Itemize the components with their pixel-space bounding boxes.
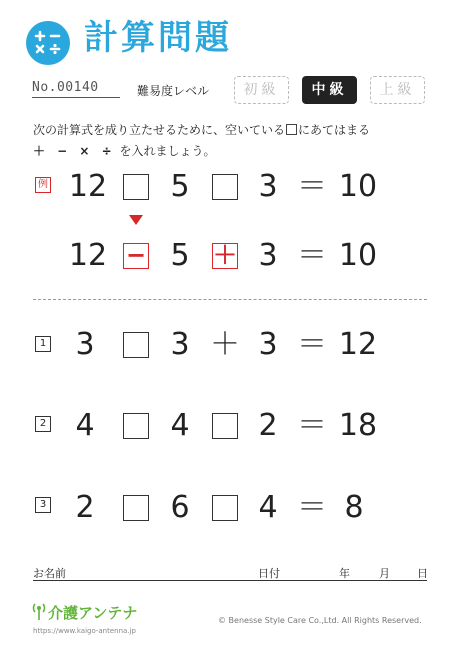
- instructions: [33, 120, 370, 162]
- example-answer-number: 12: [68, 238, 108, 273]
- copyright: © Benesse Style Care Co.,Ltd. All Rights Reserved.: [218, 616, 422, 625]
- blank-square-icon: [286, 124, 297, 135]
- down-arrow-icon: [129, 215, 143, 225]
- equals-sign: ＝: [297, 238, 327, 273]
- problem-number: 3: [170, 327, 190, 362]
- equals-sign: ＝: [297, 327, 327, 362]
- date-label: 日付: [258, 567, 280, 580]
- answer-box[interactable]: [123, 413, 149, 439]
- problem-tag: 1: [35, 336, 51, 352]
- problem-number: 3: [75, 327, 95, 362]
- problem-number: 2: [258, 408, 278, 443]
- document-number: No.00140: [32, 80, 120, 98]
- example-tag: 例: [35, 177, 51, 193]
- difficulty-label: 難易度レベル: [137, 84, 210, 98]
- example-number: 5: [170, 169, 190, 204]
- brand-url[interactable]: https://www.kaigo-antenna.jp: [33, 627, 136, 635]
- example-answer-operator: −: [123, 243, 149, 269]
- example-blank-box: [212, 174, 238, 200]
- example-answer-number: 5: [170, 238, 190, 273]
- section-divider: [33, 299, 427, 300]
- example-number: 3: [258, 169, 278, 204]
- equals-sign: ＝: [297, 169, 327, 204]
- day-label: 日: [417, 567, 428, 580]
- instruction-text-2: にあてはまる: [298, 123, 371, 137]
- problem-result: 8: [344, 490, 364, 525]
- problem-number: 3: [258, 327, 278, 362]
- equals-sign: ＝: [297, 408, 327, 443]
- problem-number: 4: [170, 408, 190, 443]
- problem-operator: ＋: [210, 327, 240, 362]
- example-number: 12: [68, 169, 108, 204]
- name-label: お名前: [33, 567, 66, 580]
- equals-sign: ＝: [297, 490, 327, 525]
- example-result: 10: [338, 169, 378, 204]
- example-answer-number: 3: [258, 238, 278, 273]
- page-title: 計算問題: [84, 18, 232, 58]
- operator-list: ＋ − × ÷: [33, 144, 116, 158]
- problem-tag: 3: [35, 497, 51, 513]
- instruction-text-1: 次の計算式を成り立たせるために、空いている: [33, 123, 286, 137]
- problem-result: 12: [338, 327, 378, 362]
- problem-number: 4: [258, 490, 278, 525]
- problem-number: 4: [75, 408, 95, 443]
- example-answer-operator: ＋: [213, 241, 237, 269]
- level-advanced-badge: 上級: [370, 76, 425, 104]
- instruction-text-3: を入れましょう。: [119, 144, 216, 158]
- answer-box[interactable]: [212, 495, 238, 521]
- antenna-logo-icon: [31, 601, 47, 625]
- problem-tag: 2: [35, 416, 51, 432]
- problem-number: 2: [75, 490, 95, 525]
- level-intermediate-badge: 中級: [302, 76, 357, 104]
- name-date-line: [33, 580, 427, 581]
- level-beginner-badge: 初級: [234, 76, 289, 104]
- answer-box[interactable]: [123, 495, 149, 521]
- problem-number: 6: [170, 490, 190, 525]
- math-operators-logo-icon: [26, 21, 70, 65]
- example-blank-box: [123, 174, 149, 200]
- answer-box[interactable]: [123, 332, 149, 358]
- example-answer-result: 10: [338, 238, 378, 273]
- answer-box[interactable]: [212, 413, 238, 439]
- year-label: 年: [339, 567, 350, 580]
- brand-name: 介護アンテナ: [48, 604, 138, 622]
- month-label: 月: [379, 567, 390, 580]
- problem-result: 18: [338, 408, 378, 443]
